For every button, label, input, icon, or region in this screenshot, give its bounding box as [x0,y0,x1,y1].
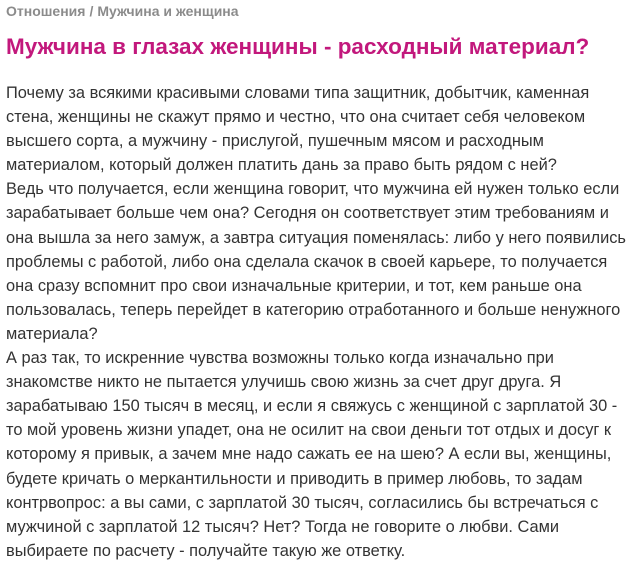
question-paragraph: Почему за всякими красивыми словами типа защитник, добытчик, каменная стена, женщины не скажут прямо и честно, что она считает себя человеком высшего сорта, а мужчину - прислугой, пушечным мясом и расходным материалом, который должен платить дань за право быть рядом с ней? [6,84,590,175]
breadcrumb [6,0,630,22]
question-body [6,81,630,563]
breadcrumb-link-relationships[interactable]: Отношения [6,3,86,19]
question-title: Мужчина в глазах женщины - расходный материал? [6,34,590,59]
breadcrumb-link-man-and-woman[interactable]: Мужчина и женщина [97,3,239,19]
question-paragraph: А раз так, то искренние чувства возможны только когда изначально при знакомстве никто не пытается улучишь свою жизнь за счет друг друга. Я зарабатываю 150 тысяч в месяц, и если я свяжусь с женщиной с зарплатой 30 - то мой уровень жизни упадет, она не осилит на свои деньги тот отдых и досуг к которому я привык, а зачем мне надо сажать ее на шею? А если вы, женщины, будете кричать о меркантильности и приводить в пример любовь, то задам контрвопрос: а вы сами, с зарплатой 30 тысяч, согласились бы встречаться с мужчиной с зарплатой 12 тысяч? Нет? Тогда не говорите о любви. Сами выбираете по расчету - получайте такую же ответку. [6,349,618,560]
question-paragraph: Ведь что получается, если женщина говорит, что мужчина ей нужен только если зарабатывает больше чем она? Сегодня он соответствует этим требованиям и она вышла за него замуж, а завтра ситуация поменялась: либо у него появились проблемы с работой, либо она сделала скачок в своей карьере, то получается она сразу вспомнит про свои изначальные критерии, и тот, кем раньше она пользовалась, теперь перейдет в категорию отработанного и больше ненужного материала? [6,180,626,343]
breadcrumb-separator: / [89,3,94,19]
